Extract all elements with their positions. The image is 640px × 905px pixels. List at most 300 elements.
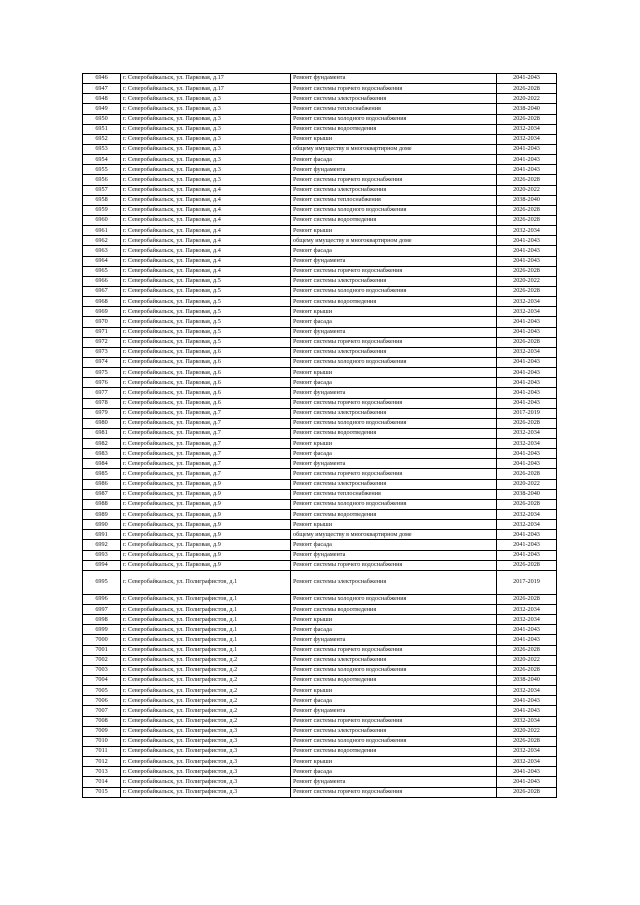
- table-row: [83, 520, 557, 530]
- address-cell: г. Северобайкальск, ул. Парковая, д.3: [121, 165, 291, 175]
- work-type-cell: Ремонт системы горячего водоснабжения: [291, 84, 497, 94]
- work-type-cell: Ремонт системы холодного водоснабжения: [291, 357, 497, 367]
- work-type-cell: Ремонт системы холодного водоснабжения: [291, 665, 497, 675]
- row-number-cell: 7009: [83, 726, 121, 736]
- period-cell: 2041-2043: [497, 165, 557, 175]
- table-row: [83, 439, 557, 449]
- period-cell: 2032-2034: [497, 510, 557, 520]
- row-number-cell: 7012: [83, 757, 121, 767]
- period-cell: 2032-2034: [497, 297, 557, 307]
- period-cell: 2026-2028: [497, 286, 557, 296]
- row-number-cell: 6977: [83, 388, 121, 398]
- period-cell: 2026-2028: [497, 645, 557, 655]
- table-row: [83, 665, 557, 675]
- table-row: [83, 449, 557, 459]
- table-row: [83, 605, 557, 615]
- period-cell: 2041-2043: [497, 459, 557, 469]
- period-cell: 2038-2040: [497, 489, 557, 499]
- table-row: [83, 246, 557, 256]
- table-row: [83, 74, 557, 84]
- table-row: [83, 134, 557, 144]
- work-type-cell: Ремонт системы теплоснабжения: [291, 489, 497, 499]
- address-cell: г. Северобайкальск, ул. Парковая, д.4: [121, 256, 291, 266]
- work-type-cell: Ремонт системы холодного водоснабжения: [291, 205, 497, 215]
- work-type-cell: Ремонт крыши: [291, 757, 497, 767]
- period-cell: 2041-2043: [497, 317, 557, 327]
- row-number-cell: 6956: [83, 175, 121, 185]
- row-number-cell: 7007: [83, 706, 121, 716]
- period-cell: 2041-2043: [497, 398, 557, 408]
- address-cell: г. Северобайкальск, ул. Парковая, д.9: [121, 510, 291, 520]
- work-type-cell: Ремонт фундамента: [291, 706, 497, 716]
- period-cell: 2020-2022: [497, 94, 557, 104]
- table-row: [83, 378, 557, 388]
- row-number-cell: 6997: [83, 605, 121, 615]
- period-cell: 2041-2043: [497, 236, 557, 246]
- address-cell: г. Северобайкальск, ул. Парковая, д.6: [121, 398, 291, 408]
- period-cell: 2038-2040: [497, 104, 557, 114]
- row-number-cell: 6998: [83, 615, 121, 625]
- address-cell: г. Северобайкальск, ул. Полиграфистов, д.2: [121, 665, 291, 675]
- period-cell: 2041-2043: [497, 625, 557, 635]
- address-cell: г. Северобайкальск, ул. Парковая, д.5: [121, 286, 291, 296]
- work-type-cell: Ремонт системы водоотведения: [291, 428, 497, 438]
- work-type-cell: Ремонт системы холодного водоснабжения: [291, 594, 497, 604]
- table-row: [83, 337, 557, 347]
- work-type-cell: Ремонт системы холодного водоснабжения: [291, 114, 497, 124]
- table-row: [83, 459, 557, 469]
- address-cell: г. Северобайкальск, ул. Парковая, д.9: [121, 550, 291, 560]
- work-type-cell: Ремонт системы горячего водоснабжения: [291, 560, 497, 570]
- row-number-cell: 6947: [83, 84, 121, 94]
- work-type-cell: Ремонт системы водоотведения: [291, 605, 497, 615]
- period-cell: 2026-2028: [497, 499, 557, 509]
- period-cell: 2041-2043: [497, 357, 557, 367]
- work-type-cell: общему имуществу в многоквартирном доме: [291, 144, 497, 154]
- row-number-cell: 7004: [83, 676, 121, 686]
- table-row: [83, 645, 557, 655]
- row-number-cell: 6960: [83, 215, 121, 225]
- table-row: [83, 570, 557, 594]
- row-number-cell: 6979: [83, 408, 121, 418]
- row-number-cell: 6986: [83, 479, 121, 489]
- row-number-cell: 6995: [83, 570, 121, 594]
- period-cell: 2032-2034: [497, 134, 557, 144]
- address-cell: г. Северобайкальск, ул. Парковая, д.7: [121, 408, 291, 418]
- work-type-cell: Ремонт системы горячего водоснабжения: [291, 175, 497, 185]
- table-row: [83, 155, 557, 165]
- work-type-cell: Ремонт фундамента: [291, 165, 497, 175]
- table-row: [83, 615, 557, 625]
- period-cell: 2032-2034: [497, 686, 557, 696]
- table-row: [83, 317, 557, 327]
- period-cell: 2026-2028: [497, 205, 557, 215]
- work-type-cell: Ремонт системы электроснабжения: [291, 570, 497, 594]
- row-number-cell: 6971: [83, 327, 121, 337]
- row-number-cell: 6957: [83, 185, 121, 195]
- work-type-cell: Ремонт фундамента: [291, 256, 497, 266]
- address-cell: г. Северобайкальск, ул. Парковая, д.17: [121, 74, 291, 84]
- period-cell: 2020-2022: [497, 479, 557, 489]
- address-cell: г. Северобайкальск, ул. Парковая, д.4: [121, 205, 291, 215]
- table-row: [83, 594, 557, 604]
- row-number-cell: 7005: [83, 686, 121, 696]
- address-cell: г. Северобайкальск, ул. Парковая, д.6: [121, 357, 291, 367]
- period-cell: 2041-2043: [497, 696, 557, 706]
- table-row: [83, 428, 557, 438]
- address-cell: г. Северобайкальск, ул. Парковая, д.7: [121, 469, 291, 479]
- work-type-cell: Ремонт фасада: [291, 317, 497, 327]
- work-type-cell: Ремонт системы электроснабжения: [291, 726, 497, 736]
- row-number-cell: 6978: [83, 398, 121, 408]
- address-cell: г. Северобайкальск, ул. Парковая, д.4: [121, 236, 291, 246]
- row-number-cell: 7000: [83, 635, 121, 645]
- table-row: [83, 256, 557, 266]
- work-type-cell: Ремонт системы электроснабжения: [291, 479, 497, 489]
- table-row: [83, 767, 557, 777]
- address-cell: г. Северобайкальск, ул. Парковая, д.3: [121, 144, 291, 154]
- row-number-cell: 6952: [83, 134, 121, 144]
- period-cell: 2032-2034: [497, 716, 557, 726]
- work-type-cell: Ремонт фундамента: [291, 550, 497, 560]
- row-number-cell: 7003: [83, 665, 121, 675]
- row-number-cell: 6950: [83, 114, 121, 124]
- period-cell: 2038-2040: [497, 676, 557, 686]
- table-body: [83, 74, 557, 798]
- address-cell: г. Северобайкальск, ул. Парковая, д.17: [121, 84, 291, 94]
- row-number-cell: 6975: [83, 368, 121, 378]
- table-row: [83, 499, 557, 509]
- period-cell: 2041-2043: [497, 635, 557, 645]
- work-type-cell: Ремонт системы водоотведения: [291, 747, 497, 757]
- period-cell: 2026-2028: [497, 114, 557, 124]
- work-type-cell: Ремонт системы электроснабжения: [291, 347, 497, 357]
- row-number-cell: 6970: [83, 317, 121, 327]
- period-cell: 2041-2043: [497, 246, 557, 256]
- row-number-cell: 7008: [83, 716, 121, 726]
- work-type-cell: общему имуществу в многоквартирном доме: [291, 530, 497, 540]
- row-number-cell: 7001: [83, 645, 121, 655]
- period-cell: 2041-2043: [497, 74, 557, 84]
- address-cell: г. Северобайкальск, ул. Полиграфистов, д.1: [121, 645, 291, 655]
- work-type-cell: Ремонт системы холодного водоснабжения: [291, 499, 497, 509]
- row-number-cell: 6991: [83, 530, 121, 540]
- table-row: [83, 560, 557, 570]
- address-cell: г. Северобайкальск, ул. Парковая, д.6: [121, 378, 291, 388]
- period-cell: 2041-2043: [497, 767, 557, 777]
- period-cell: 2026-2028: [497, 665, 557, 675]
- address-cell: г. Северобайкальск, ул. Полиграфистов, д.3: [121, 777, 291, 787]
- period-cell: 2041-2043: [497, 449, 557, 459]
- address-cell: г. Северобайкальск, ул. Парковая, д.4: [121, 246, 291, 256]
- work-type-cell: Ремонт системы холодного водоснабжения: [291, 418, 497, 428]
- address-cell: г. Северобайкальск, ул. Парковая, д.9: [121, 540, 291, 550]
- work-type-cell: Ремонт крыши: [291, 520, 497, 530]
- address-cell: г. Северобайкальск, ул. Парковая, д.6: [121, 368, 291, 378]
- period-cell: 2038-2040: [497, 195, 557, 205]
- address-cell: г. Северобайкальск, ул. Парковая, д.9: [121, 489, 291, 499]
- table-row: [83, 195, 557, 205]
- row-number-cell: 6959: [83, 205, 121, 215]
- period-cell: 2041-2043: [497, 378, 557, 388]
- work-type-cell: Ремонт системы горячего водоснабжения: [291, 645, 497, 655]
- work-type-cell: Ремонт системы горячего водоснабжения: [291, 337, 497, 347]
- row-number-cell: 6946: [83, 74, 121, 84]
- work-type-cell: Ремонт системы теплоснабжения: [291, 195, 497, 205]
- address-cell: г. Северобайкальск, ул. Парковая, д.4: [121, 185, 291, 195]
- period-cell: 2041-2043: [497, 550, 557, 560]
- address-cell: г. Северобайкальск, ул. Полиграфистов, д.3: [121, 726, 291, 736]
- work-type-cell: Ремонт системы электроснабжения: [291, 94, 497, 104]
- work-type-cell: Ремонт системы горячего водоснабжения: [291, 266, 497, 276]
- address-cell: г. Северобайкальск, ул. Парковая, д.9: [121, 499, 291, 509]
- row-number-cell: 6988: [83, 499, 121, 509]
- address-cell: г. Северобайкальск, ул. Парковая, д.7: [121, 439, 291, 449]
- work-type-cell: Ремонт крыши: [291, 368, 497, 378]
- row-number-cell: 6963: [83, 246, 121, 256]
- address-cell: г. Северобайкальск, ул. Полиграфистов, д.1: [121, 605, 291, 615]
- address-cell: г. Северобайкальск, ул. Парковая, д.7: [121, 428, 291, 438]
- table-row: [83, 388, 557, 398]
- table-row: [83, 625, 557, 635]
- row-number-cell: 6954: [83, 155, 121, 165]
- address-cell: г. Северобайкальск, ул. Парковая, д.9: [121, 479, 291, 489]
- period-cell: 2041-2043: [497, 388, 557, 398]
- table-row: [83, 297, 557, 307]
- address-cell: г. Северобайкальск, ул. Парковая, д.4: [121, 226, 291, 236]
- row-number-cell: 6962: [83, 236, 121, 246]
- period-cell: 2041-2043: [497, 144, 557, 154]
- row-number-cell: 6961: [83, 226, 121, 236]
- period-cell: 2032-2034: [497, 226, 557, 236]
- table-row: [83, 357, 557, 367]
- period-cell: 2026-2028: [497, 175, 557, 185]
- period-cell: 2026-2028: [497, 469, 557, 479]
- work-type-cell: Ремонт системы горячего водоснабжения: [291, 787, 497, 797]
- work-type-cell: Ремонт крыши: [291, 439, 497, 449]
- table-row: [83, 368, 557, 378]
- address-cell: г. Северобайкальск, ул. Парковая, д.7: [121, 449, 291, 459]
- table-row: [83, 686, 557, 696]
- table-row: [83, 114, 557, 124]
- period-cell: 2032-2034: [497, 520, 557, 530]
- address-cell: г. Северобайкальск, ул. Полиграфистов, д.2: [121, 696, 291, 706]
- work-type-cell: Ремонт системы теплоснабжения: [291, 104, 497, 114]
- table-row: [83, 94, 557, 104]
- period-cell: 2020-2022: [497, 655, 557, 665]
- table-row: [83, 736, 557, 746]
- period-cell: 2041-2043: [497, 530, 557, 540]
- address-cell: г. Северобайкальск, ул. Полиграфистов, д.3: [121, 747, 291, 757]
- row-number-cell: 6968: [83, 297, 121, 307]
- row-number-cell: 6983: [83, 449, 121, 459]
- table-row: [83, 185, 557, 195]
- period-cell: 2041-2043: [497, 777, 557, 787]
- period-cell: 2032-2034: [497, 428, 557, 438]
- work-type-cell: Ремонт фасада: [291, 378, 497, 388]
- row-number-cell: 6989: [83, 510, 121, 520]
- table-row: [83, 276, 557, 286]
- address-cell: г. Северобайкальск, ул. Полиграфистов, д.2: [121, 655, 291, 665]
- work-type-cell: Ремонт фасада: [291, 696, 497, 706]
- address-cell: г. Северобайкальск, ул. Полиграфистов, д.3: [121, 767, 291, 777]
- table-row: [83, 777, 557, 787]
- row-number-cell: 6993: [83, 550, 121, 560]
- row-number-cell: 6992: [83, 540, 121, 550]
- work-type-cell: Ремонт фундамента: [291, 777, 497, 787]
- address-cell: г. Северобайкальск, ул. Полиграфистов, д.2: [121, 676, 291, 686]
- period-cell: 2041-2043: [497, 540, 557, 550]
- period-cell: 2041-2043: [497, 706, 557, 716]
- row-number-cell: 7011: [83, 747, 121, 757]
- work-type-cell: Ремонт крыши: [291, 226, 497, 236]
- address-cell: г. Северобайкальск, ул. Полиграфистов, д.2: [121, 716, 291, 726]
- table-row: [83, 479, 557, 489]
- address-cell: г. Северобайкальск, ул. Парковая, д.5: [121, 276, 291, 286]
- address-cell: г. Северобайкальск, ул. Полиграфистов, д.1: [121, 625, 291, 635]
- table-row: [83, 706, 557, 716]
- row-number-cell: 6982: [83, 439, 121, 449]
- table-row: [83, 84, 557, 94]
- period-cell: 2026-2028: [497, 337, 557, 347]
- work-type-cell: Ремонт фундамента: [291, 459, 497, 469]
- work-type-cell: Ремонт системы электроснабжения: [291, 185, 497, 195]
- work-type-cell: Ремонт фасада: [291, 449, 497, 459]
- work-type-cell: Ремонт системы водоотведения: [291, 510, 497, 520]
- work-type-cell: Ремонт системы горячего водоснабжения: [291, 398, 497, 408]
- work-type-cell: Ремонт фундамента: [291, 74, 497, 84]
- period-cell: 2032-2034: [497, 307, 557, 317]
- period-cell: 2032-2034: [497, 615, 557, 625]
- work-type-cell: Ремонт системы электроснабжения: [291, 655, 497, 665]
- row-number-cell: 6953: [83, 144, 121, 154]
- row-number-cell: 6951: [83, 124, 121, 134]
- row-number-cell: 6999: [83, 625, 121, 635]
- table-row: [83, 747, 557, 757]
- table-row: [83, 676, 557, 686]
- work-type-cell: Ремонт системы водоотведения: [291, 215, 497, 225]
- row-number-cell: 6969: [83, 307, 121, 317]
- address-cell: г. Северобайкальск, ул. Полиграфистов, д.1: [121, 635, 291, 645]
- table-row: [83, 757, 557, 767]
- address-cell: г. Северобайкальск, ул. Парковая, д.4: [121, 195, 291, 205]
- address-cell: г. Северобайкальск, ул. Парковая, д.4: [121, 215, 291, 225]
- table-row: [83, 215, 557, 225]
- work-type-cell: Ремонт фундамента: [291, 327, 497, 337]
- row-number-cell: 6976: [83, 378, 121, 388]
- table-row: [83, 635, 557, 645]
- work-type-cell: Ремонт фасада: [291, 155, 497, 165]
- row-number-cell: 6965: [83, 266, 121, 276]
- row-number-cell: 7013: [83, 767, 121, 777]
- row-number-cell: 6984: [83, 459, 121, 469]
- row-number-cell: 6985: [83, 469, 121, 479]
- work-type-cell: Ремонт системы холодного водоснабжения: [291, 736, 497, 746]
- address-cell: г. Северобайкальск, ул. Парковая, д.7: [121, 418, 291, 428]
- table-row: [83, 307, 557, 317]
- row-number-cell: 6974: [83, 357, 121, 367]
- table-row: [83, 347, 557, 357]
- address-cell: г. Северобайкальск, ул. Полиграфистов, д.3: [121, 757, 291, 767]
- row-number-cell: 6980: [83, 418, 121, 428]
- work-type-cell: Ремонт системы водоотведения: [291, 297, 497, 307]
- period-cell: 2026-2028: [497, 560, 557, 570]
- table-row: [83, 104, 557, 114]
- table-row: [83, 510, 557, 520]
- period-cell: 2041-2043: [497, 368, 557, 378]
- address-cell: г. Северобайкальск, ул. Полиграфистов, д.3: [121, 736, 291, 746]
- table-row: [83, 398, 557, 408]
- row-number-cell: 6955: [83, 165, 121, 175]
- table-row: [83, 550, 557, 560]
- period-cell: 2026-2028: [497, 787, 557, 797]
- row-number-cell: 6966: [83, 276, 121, 286]
- work-type-cell: Ремонт системы горячего водоснабжения: [291, 469, 497, 479]
- address-cell: г. Северобайкальск, ул. Полиграфистов, д.3: [121, 787, 291, 797]
- address-cell: г. Северобайкальск, ул. Полиграфистов, д.1: [121, 594, 291, 604]
- work-type-cell: общему имуществу в многоквартирном доме: [291, 236, 497, 246]
- address-cell: г. Северобайкальск, ул. Парковая, д.3: [121, 94, 291, 104]
- table-row: [83, 540, 557, 550]
- row-number-cell: 6949: [83, 104, 121, 114]
- address-cell: г. Северобайкальск, ул. Парковая, д.7: [121, 459, 291, 469]
- period-cell: 2026-2028: [497, 266, 557, 276]
- period-cell: 2032-2034: [497, 347, 557, 357]
- address-cell: г. Северобайкальск, ул. Парковая, д.5: [121, 327, 291, 337]
- work-type-cell: Ремонт системы горячего водоснабжения: [291, 716, 497, 726]
- address-cell: г. Северобайкальск, ул. Полиграфистов, д.1: [121, 570, 291, 594]
- work-type-cell: Ремонт фундамента: [291, 635, 497, 645]
- period-cell: 2032-2034: [497, 605, 557, 615]
- work-type-cell: Ремонт фасада: [291, 625, 497, 635]
- table-row: [83, 144, 557, 154]
- work-type-cell: Ремонт фасада: [291, 540, 497, 550]
- row-number-cell: 6990: [83, 520, 121, 530]
- row-number-cell: 7002: [83, 655, 121, 665]
- period-cell: 2020-2022: [497, 276, 557, 286]
- address-cell: г. Северобайкальск, ул. Парковая, д.3: [121, 104, 291, 114]
- period-cell: 2017-2019: [497, 408, 557, 418]
- period-cell: 2026-2028: [497, 215, 557, 225]
- work-type-cell: Ремонт фасада: [291, 246, 497, 256]
- period-cell: 2026-2028: [497, 594, 557, 604]
- table-row: [83, 418, 557, 428]
- table-row: [83, 469, 557, 479]
- address-cell: г. Северобайкальск, ул. Парковая, д.3: [121, 134, 291, 144]
- work-type-cell: Ремонт системы водоотведения: [291, 124, 497, 134]
- period-cell: 2032-2034: [497, 124, 557, 134]
- work-type-cell: Ремонт системы холодного водоснабжения: [291, 286, 497, 296]
- row-number-cell: 7014: [83, 777, 121, 787]
- table-row: [83, 286, 557, 296]
- period-cell: 2026-2028: [497, 736, 557, 746]
- address-cell: г. Северобайкальск, ул. Парковая, д.5: [121, 297, 291, 307]
- repair-schedule-table: [82, 73, 557, 798]
- address-cell: г. Северобайкальск, ул. Полиграфистов, д.2: [121, 686, 291, 696]
- address-cell: г. Северобайкальск, ул. Парковая, д.3: [121, 114, 291, 124]
- work-type-cell: Ремонт крыши: [291, 686, 497, 696]
- period-cell: 2020-2022: [497, 726, 557, 736]
- table-row: [83, 696, 557, 706]
- period-cell: 2032-2034: [497, 757, 557, 767]
- address-cell: г. Северобайкальск, ул. Парковая, д.9: [121, 560, 291, 570]
- work-type-cell: Ремонт крыши: [291, 615, 497, 625]
- address-cell: г. Северобайкальск, ул. Полиграфистов, д.1: [121, 615, 291, 625]
- period-cell: 2032-2034: [497, 439, 557, 449]
- address-cell: г. Северобайкальск, ул. Парковая, д.5: [121, 307, 291, 317]
- table-row: [83, 489, 557, 499]
- address-cell: г. Северобайкальск, ул. Парковая, д.5: [121, 337, 291, 347]
